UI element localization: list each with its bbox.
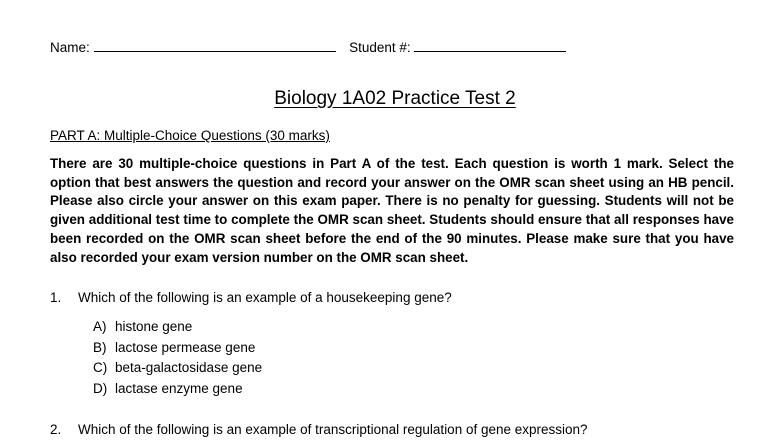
instructions-paragraph: There are 30 multiple-choice questions in Part A of the test. Each question is worth 1 mark. Select the option that best answers the question and record your answer on the OMR scan sheet using an HB pencil. Please also circle your answer on this exam paper. There is no penalty for guessing. Students will not be given additional test time to complete the OMR scan sheet. Students should ensure that all responses have been recorded on the OMR scan sheet before the end of the 90 minutes. Please make sure that you have also recorded your exam version number on the OMR scan sheet. — [50, 156, 734, 265]
name-blank-line[interactable] — [94, 39, 336, 52]
option-d[interactable] — [93, 379, 262, 400]
option-letter: C) — [93, 360, 108, 375]
option-b[interactable] — [93, 338, 262, 359]
name-label: Name: — [50, 40, 90, 55]
option-text: histone gene — [115, 319, 193, 334]
question-1-options — [93, 317, 262, 399]
title-text: Biology 1A02 Practice Test 2 — [274, 88, 516, 109]
option-text: beta-galactosidase gene — [115, 360, 263, 375]
page-title — [0, 88, 784, 110]
question-1 — [50, 290, 452, 305]
question-number: 1. — [50, 290, 62, 305]
option-letter: A) — [93, 319, 107, 334]
option-a[interactable] — [93, 317, 262, 338]
option-letter: D) — [93, 380, 108, 396]
question-text: Which of the following is an example of transcriptional regulation of gene expression? — [78, 422, 588, 437]
part-a-heading: PART A: Multiple-Choice Questions (30 marks) — [50, 128, 330, 143]
student-number-label: Student #: — [349, 40, 411, 55]
question-number: 2. — [50, 422, 62, 437]
student-number-blank-line[interactable] — [414, 39, 566, 52]
option-c[interactable] — [93, 358, 262, 379]
option-text: lactase enzyme gene — [115, 380, 243, 396]
option-letter: B) — [93, 339, 107, 355]
name-student-row — [50, 39, 566, 55]
question-text: Which of the following is an example of a housekeeping gene? — [78, 290, 452, 305]
option-text: lactose permease gene — [115, 339, 256, 355]
question-2 — [50, 422, 588, 437]
